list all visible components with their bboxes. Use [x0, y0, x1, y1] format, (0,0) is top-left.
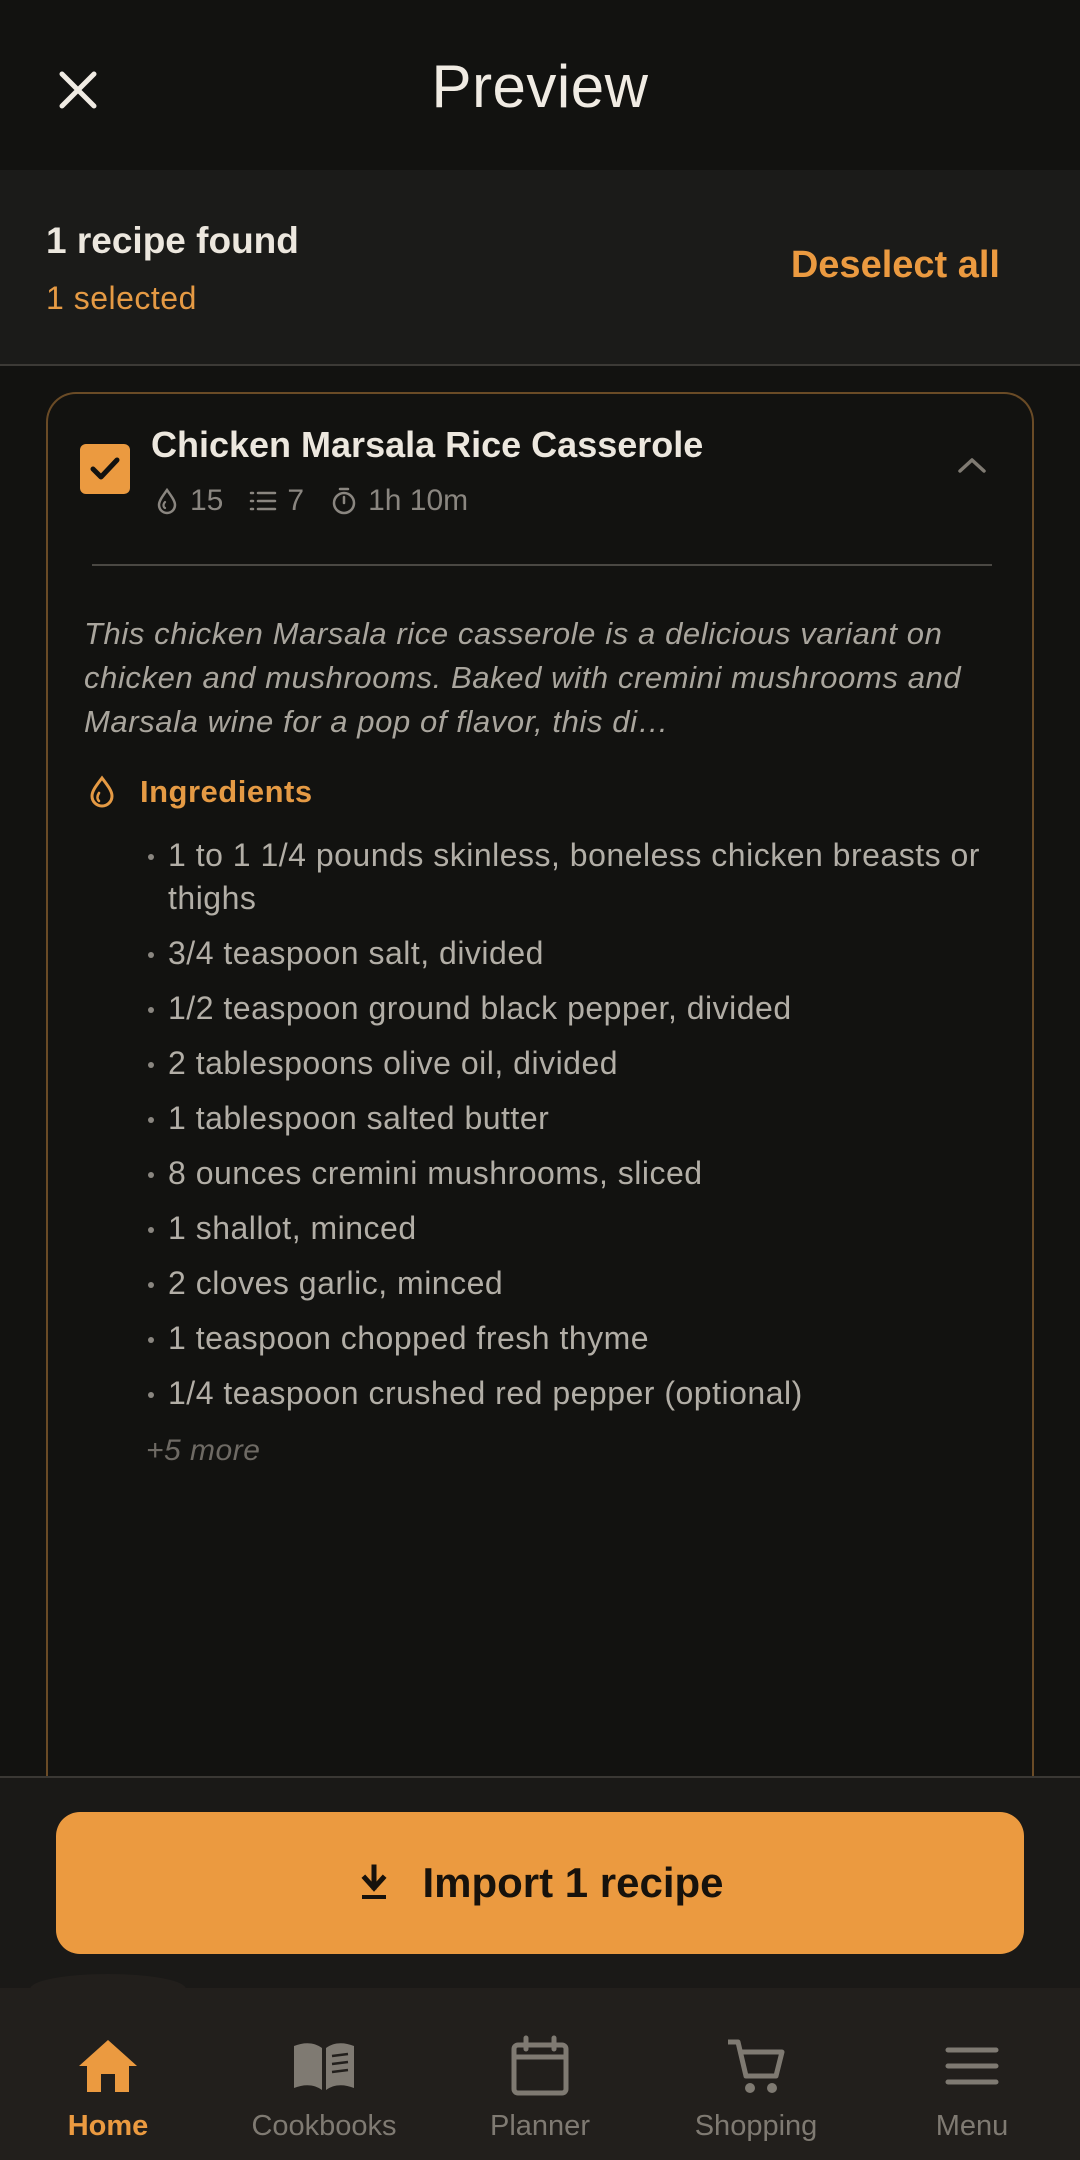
chevron-up-icon: [956, 455, 988, 475]
nav-label-cookbooks: Cookbooks: [251, 2110, 397, 2142]
book-icon: [290, 2038, 358, 2094]
ingredients-label: Ingredients: [140, 774, 313, 809]
ingredient-item: 3/4 teaspoon salt, divided: [144, 932, 1004, 975]
more-ingredients-text: +5 more: [146, 1434, 261, 1467]
nav-label-menu: Menu: [935, 2110, 1009, 2142]
nav-label-planner: Planner: [490, 2110, 590, 2142]
bottom-navigation: [0, 1988, 1080, 2160]
import-bar: [0, 1776, 1080, 1988]
step-count: 7: [287, 484, 305, 517]
card-divider: [92, 564, 992, 566]
ingredient-item: 1/4 teaspoon crushed red pepper (optional): [144, 1372, 1004, 1415]
ingredient-item: 2 cloves garlic, minced: [144, 1262, 1004, 1305]
download-icon: [356, 1863, 392, 1903]
import-button-label: Import 1 recipe: [422, 1859, 724, 1906]
import-button[interactable]: [56, 1812, 1024, 1954]
ingredient-item: 1 shallot, minced: [144, 1207, 1004, 1250]
recipe-description: This chicken Marsala rice casserole is a delicious variant on chicken and mushrooms. Baked with cremini mushrooms and Marsala wine for a pop of flavor, this di…: [84, 616, 962, 739]
nav-item-menu[interactable]: [864, 1988, 1080, 2160]
calendar-icon: [510, 2035, 570, 2097]
ingredient-item: 1 teaspoon chopped fresh thyme: [144, 1317, 1004, 1360]
ingredient-item: 1 to 1 1/4 pounds skinless, boneless chicken breasts or thighs: [144, 834, 1004, 920]
nav-item-home[interactable]: [0, 1988, 216, 2160]
nav-item-planner[interactable]: [432, 1988, 648, 2160]
ingredient-item: 2 tablespoons olive oil, divided: [144, 1042, 1004, 1085]
total-time: 1h 10m: [368, 484, 469, 517]
recipe-checkbox[interactable]: [80, 444, 130, 494]
menu-icon: [944, 2044, 1000, 2088]
ingredient-drop-icon: [154, 487, 180, 515]
active-indicator: [30, 1974, 186, 2004]
page-title: Preview: [431, 53, 649, 120]
nav-item-cookbooks[interactable]: [216, 1988, 432, 2160]
ingredients-list: [144, 834, 1004, 1427]
recipe-meta: [154, 484, 494, 518]
home-icon: [75, 2036, 141, 2096]
timer-icon: [330, 486, 358, 516]
results-summary: [0, 170, 1080, 366]
ingredient-count: 15: [190, 484, 224, 517]
recipes-found-text: 1 recipe found: [46, 220, 299, 261]
app-bar: [0, 0, 1080, 170]
collapse-button[interactable]: [952, 450, 992, 480]
ingredient-item: 1/2 teaspoon ground black pepper, divided: [144, 987, 1004, 1030]
cart-icon: [724, 2036, 788, 2096]
ingredient-item: 8 ounces cremini mushrooms, sliced: [144, 1152, 1004, 1195]
ingredients-header: [86, 774, 313, 810]
deselect-all-button[interactable]: Deselect all: [790, 244, 1000, 286]
selected-count-text: 1 selected: [46, 280, 197, 316]
nav-label-shopping: Shopping: [694, 2110, 818, 2142]
ingredients-drop-icon: [86, 774, 118, 810]
recipe-title: Chicken Marsala Rice Casserole: [151, 424, 704, 465]
check-icon: [87, 451, 123, 487]
ingredient-item: 1 tablespoon salted butter: [144, 1097, 1004, 1140]
nav-label-home: Home: [67, 2110, 149, 2142]
recipe-card: [46, 392, 1034, 1792]
steps-list-icon: [249, 488, 277, 514]
nav-item-shopping[interactable]: [648, 1988, 864, 2160]
